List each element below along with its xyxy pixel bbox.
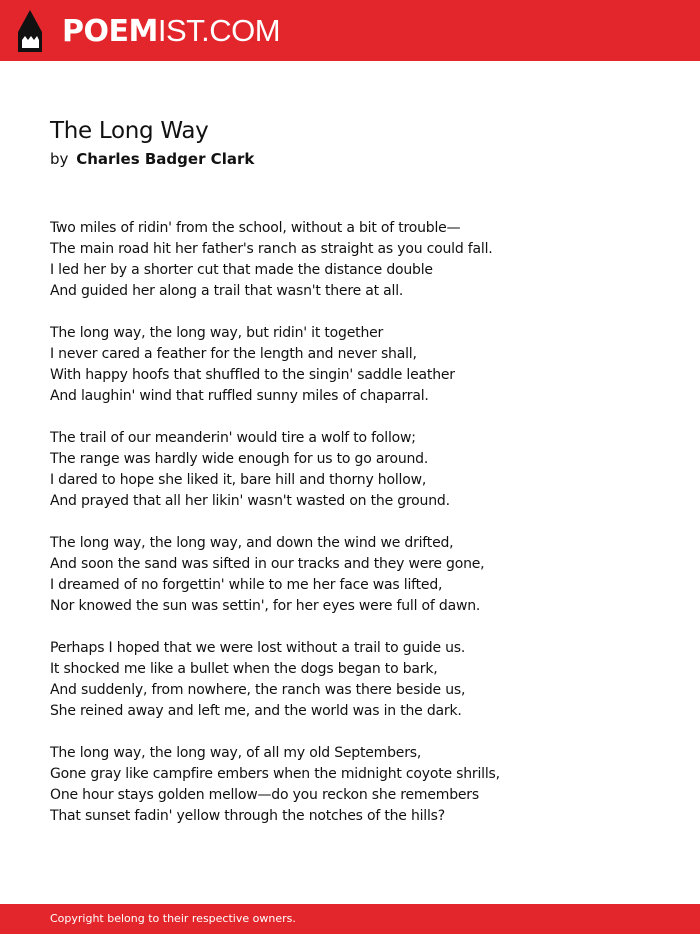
poem-line: The long way, the long way, but ridin' it together: [50, 325, 384, 341]
poem-line: Gone gray like campfire embers when the midnight coyote shrills,: [50, 766, 500, 782]
stanza: [50, 428, 670, 512]
poem-line: It shocked me like a bullet when the dogs began to bark,: [50, 661, 438, 677]
poem-line: The long way, the long way, and down the wind we drifted,: [50, 535, 454, 551]
poem-title: The Long Way: [50, 118, 209, 144]
poem-line: The trail of our meanderin' would tire a wolf to follow;: [50, 430, 416, 446]
by-label: by: [50, 150, 69, 168]
logo-bold-text: POEM: [62, 14, 158, 49]
site-logo[interactable]: [62, 11, 280, 51]
poem-line: The range was hardly wide enough for us to go around.: [50, 451, 429, 467]
byline: [50, 148, 254, 170]
poem-body: [50, 218, 670, 848]
stanza: [50, 743, 670, 827]
site-header: [0, 0, 700, 61]
poem-line: With happy hoofs that shuffled to the singin' saddle leather: [50, 367, 455, 383]
author-name: Charles Badger Clark: [76, 150, 255, 168]
poem-line: That sunset fadin' yellow through the notches of the hills?: [50, 808, 446, 824]
poem-line: The long way, the long way, of all my old Septembers,: [50, 745, 422, 761]
poem-line: I led her by a shorter cut that made the distance double: [50, 262, 433, 278]
copyright-notice: Copyright belong to their respective owners.: [50, 912, 296, 925]
stanza: [50, 638, 670, 722]
poem-line: And guided her along a trail that wasn't there at all.: [50, 283, 404, 299]
poem-line: The main road hit her father's ranch as straight as you could fall.: [50, 241, 493, 257]
site-footer: [0, 904, 700, 934]
stanza: [50, 323, 670, 407]
pencil-tip-icon: [18, 10, 42, 52]
poem-line: And prayed that all her likin' wasn't wasted on the ground.: [50, 493, 450, 509]
poem-line: I dreamed of no forgettin' while to me her face was lifted,: [50, 577, 443, 593]
poem-line: And laughin' wind that ruffled sunny miles of chaparral.: [50, 388, 429, 404]
poem-line: Two miles of ridin' from the school, without a bit of trouble—: [50, 220, 461, 236]
stanza: [50, 218, 670, 302]
stanza: [50, 533, 670, 617]
poem-line: Nor knowed the sun was settin', for her eyes were full of dawn.: [50, 598, 481, 614]
poem-line: And suddenly, from nowhere, the ranch was there beside us,: [50, 682, 466, 698]
poem-line: She reined away and left me, and the world was in the dark.: [50, 703, 462, 719]
poem-line: I never cared a feather for the length and never shall,: [50, 346, 417, 362]
poem-line: I dared to hope she liked it, bare hill and thorny hollow,: [50, 472, 427, 488]
poem-line: And soon the sand was sifted in our tracks and they were gone,: [50, 556, 485, 572]
logo-light-text: IST.COM: [157, 13, 281, 48]
poem-line: One hour stays golden mellow—do you reckon she remembers: [50, 787, 479, 803]
poem-line: Perhaps I hoped that we were lost without a trail to guide us.: [50, 640, 466, 656]
